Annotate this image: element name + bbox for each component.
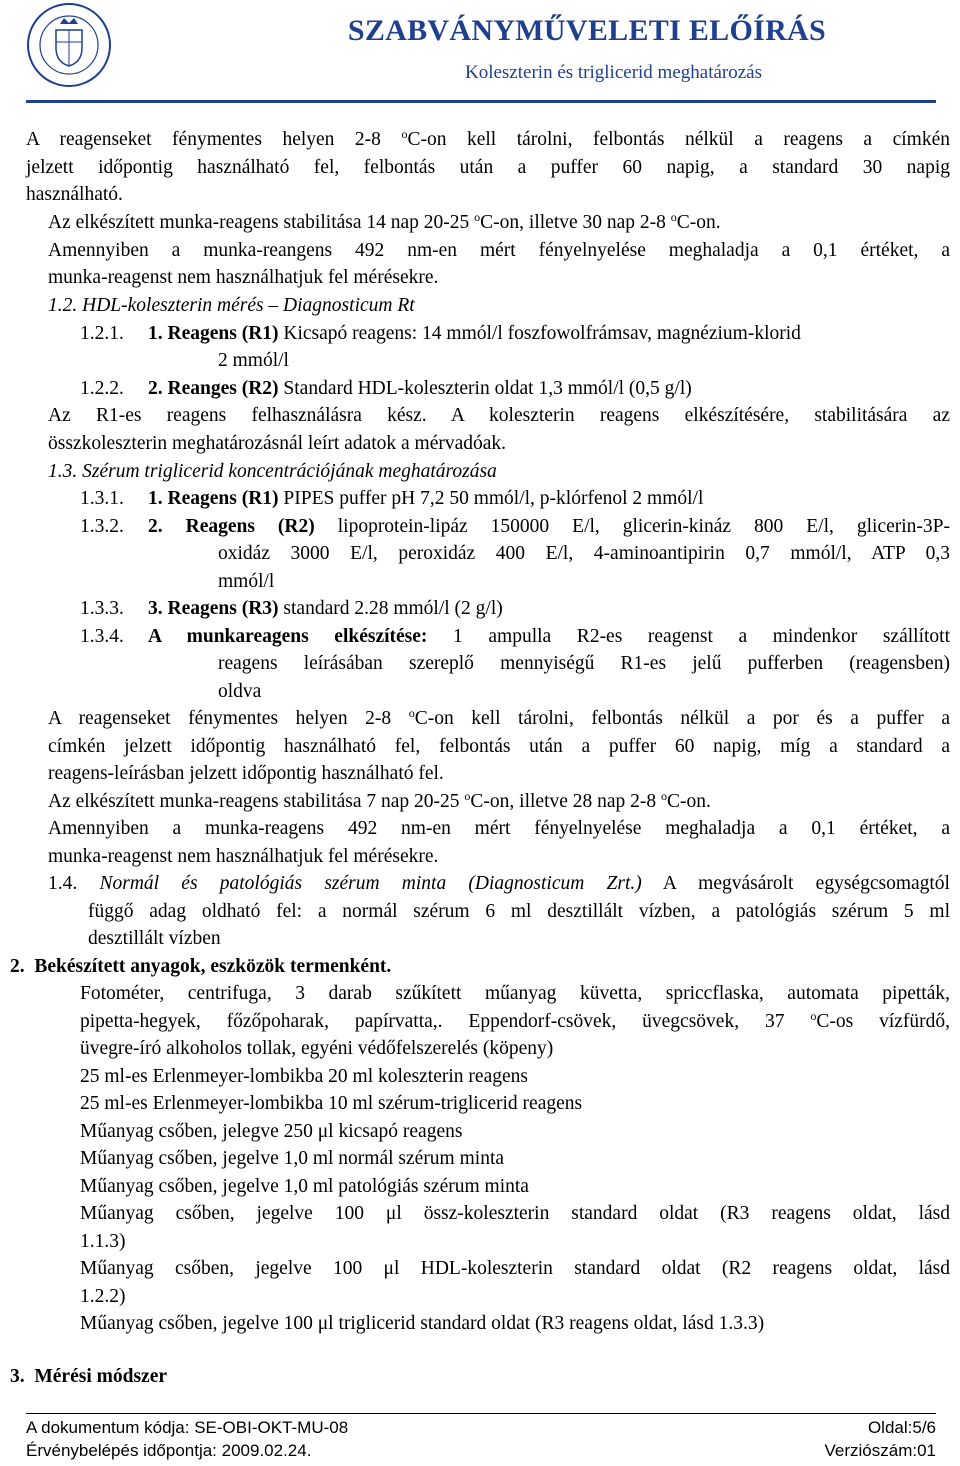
section-heading-3: 3. Mérési módszer xyxy=(10,1366,168,1387)
reagent-item-cont: 2 mmól/l xyxy=(218,350,289,371)
reagent-item: 2. Reagens (R2) lipoprotein-lipáz 150000 E/l, glicerin-kináz 800 E/l, glicerin-3P- xyxy=(148,516,950,537)
reagent-item: 1. Reagens (R1) PIPES puffer pH 7,2 50 mmól/l, p-klórfenol 2 mmól/l xyxy=(148,488,704,509)
list-line: Műanyag csőben, jegelve 100 μl triglicerid standard oldat (R3 reagens oldat, lásd 1.3.3) xyxy=(80,1313,765,1334)
paragraph-line: címkén jelzett időpontig használható fel, felbontás után a puffer 60 napig, míg a standard a xyxy=(48,736,950,757)
paragraph-line: reagens-leírásban jelzett időpontig használható fel. xyxy=(48,763,444,784)
version-number: Verziószám:01 xyxy=(824,1441,936,1460)
list-line: Műanyag csőben, jegelve 1,0 ml normál szérum minta xyxy=(80,1148,505,1169)
paragraph-line: desztillált vízben xyxy=(88,928,221,949)
list-line: 1.2.2) xyxy=(80,1286,126,1307)
paragraph-line: A reagenseket fénymentes helyen 2-8 $^o$C-on kell tárolni, felbontás nélkül a por és a puffer a xyxy=(48,706,950,729)
item-number: 1.3.3. xyxy=(80,598,124,619)
paragraph-line: munka-reagenst nem használhatjuk fel mérésekre. xyxy=(48,846,439,867)
list-line: Műanyag csőben, jegelve 100 μl össz-koleszterin standard oldat (R3 reagens oldat, lásd xyxy=(80,1203,950,1224)
item-number: 1.3.1. xyxy=(80,488,124,509)
reagent-item: 3. Reagens (R3) standard 2.28 mmól/l (2 g/l) xyxy=(148,598,503,619)
section-heading-1-2: 1.2. HDL-koleszterin mérés – Diagnosticum Rt xyxy=(48,295,415,316)
list-line: Fotométer, centrifuga, 3 darab szűkített műanyag küvetta, spriccflaska, automata pipetták, xyxy=(80,983,950,1004)
paragraph-line: használható. xyxy=(26,184,123,205)
paragraph-line: Az R1-es reagens felhasználásra kész. A koleszterin reagens elkészítésére, stabilitására az xyxy=(48,405,950,426)
list-line: Műanyag csőben, jegelve 100 μl HDL-koleszterin standard oldat (R2 reagens oldat, lásd xyxy=(80,1258,950,1279)
document-code: A dokumentum kódja: SE-OBI-OKT-MU-08 xyxy=(26,1418,349,1437)
paragraph-line: összkoleszterin meghatározásnál leírt adatok a mérvadóak. xyxy=(48,433,507,454)
reagent-item: A munkareagens elkészítése: 1 ampulla R2-es reagenst a mindenkor szállított xyxy=(148,626,950,647)
list-line: üvegre-író alkoholos tollak, egyéni védőfelszerelés (köpeny) xyxy=(80,1038,554,1059)
header-divider xyxy=(26,100,936,103)
section-heading-1-3: 1.3. Szérum triglicerid koncentrációjának meghatározása xyxy=(48,461,497,482)
reagent-item: 1. Reagens (R1) Kicsapó reagens: 14 mmól/l foszfowolfrámsav, magnézium-klorid xyxy=(148,323,801,344)
item-number: 1.2.1. xyxy=(80,323,124,344)
paragraph-line: függő adag oldható fel: a normál szérum 6 ml desztillált vízben, a patológiás szérum 5 ml xyxy=(88,901,950,922)
footer-divider xyxy=(26,1413,936,1414)
list-line: 1.1.3) xyxy=(80,1231,126,1252)
list-line: Műanyag csőben, jelegve 250 μl kicsapó reagens xyxy=(80,1121,463,1142)
paragraph-line: munka-reagenst nem használhatjuk fel mérésekre. xyxy=(48,267,439,288)
reagent-item: 2. Reanges (R2) Standard HDL-koleszterin oldat 1,3 mmól/l (0,5 g/l) xyxy=(148,378,692,399)
reagent-item-cont: oxidáz 3000 E/l, peroxidáz 400 E/l, 4-aminoantipirin 0,7 mmól/l, ATP 0,3 xyxy=(218,543,950,564)
paragraph-line: jelzett időpontig használható fel, felbontás után a puffer 60 napig, a standard 30 napig xyxy=(26,157,950,178)
document-subtitle: Koleszterin és triglicerid meghatározás xyxy=(464,62,762,83)
paragraph-line: A reagenseket fénymentes helyen 2-8 $^o$C-on kell tárolni, felbontás nélkül a reagens a címkén xyxy=(26,127,950,150)
section-1-4-line: 1.4. Normál és patológiás szérum minta (Diagnosticum Zrt.) A megvásárolt egységcsomagtól xyxy=(48,873,950,894)
reagent-item-cont: reagens leírásában szereplő mennyiségű R1-es jelű pufferben (reagensben) xyxy=(218,653,950,674)
paragraph-line: Amennyiben a munka-reangens 492 nm-en mért fényelnyelése meghaladja a 0,1 értéket, a xyxy=(48,240,950,261)
effective-date: Érvénybelépés időpontja: 2009.02.24. xyxy=(26,1441,312,1460)
list-line: Műanyag csőben, jegelve 1,0 ml patológiás szérum minta xyxy=(80,1176,529,1197)
list-line: 25 ml-es Erlenmeyer-lombikba 10 ml szérum-triglicerid reagens xyxy=(80,1093,583,1114)
paragraph-line: Amennyiben a munka-reagens 492 nm-en mért fényelnyelése meghaladja a 0,1 értéket, a xyxy=(48,818,950,839)
page-number: Oldal:5/6 xyxy=(867,1418,936,1437)
paragraph-line: Az elkészített munka-reagens stabilitása 7 nap 20-25 $^o$C-on, illetve 28 nap 2-8 $^o$C-on. xyxy=(48,789,711,812)
list-line: 25 ml-es Erlenmeyer-lombikba 20 ml koleszterin reagens xyxy=(80,1066,528,1087)
reagent-item-cont: mmól/l xyxy=(218,571,275,592)
list-line: pipetta-hegyek, főzőpoharak, papírvatta,. Eppendorf-csövek, üvegcsövek, 37 $^o$C-os vízfürdő, xyxy=(80,1009,951,1032)
document-title: SZABVÁNYMŰVELETI ELŐÍRÁS xyxy=(347,14,826,47)
item-number: 1.3.4. xyxy=(80,626,124,647)
item-number: 1.3.2. xyxy=(80,516,124,537)
section-heading-2: 2. Bekészített anyagok, eszközök termenként. xyxy=(10,956,392,977)
paragraph-line: Az elkészített munka-reagens stabilitása 14 nap 20-25 $^o$C-on, illetve 30 nap 2-8 $^o$C-on. xyxy=(48,210,721,233)
item-number: 1.2.2. xyxy=(80,378,124,399)
reagent-item-cont: oldva xyxy=(218,681,262,702)
university-seal-logo xyxy=(26,2,112,88)
